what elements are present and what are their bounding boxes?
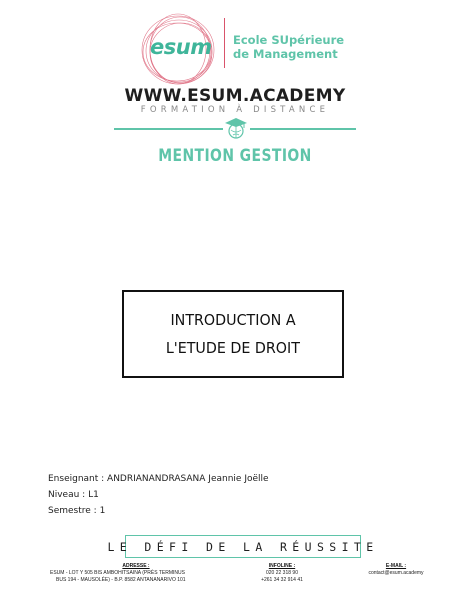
header-rule-left: [114, 128, 223, 130]
slogan-text: LE DÉFI DE LA RÉUSSITE: [107, 539, 379, 554]
mention-heading: MENTION GESTION: [158, 146, 312, 166]
footer-address-line1: ESUM - LOT Y 505 BIS AMBOHITSAINA (PRÈS TERMINUS: [50, 570, 185, 576]
footer-address-label: ADRESSE :: [122, 563, 150, 569]
course-title-line1: INTRODUCTION A: [170, 311, 296, 329]
footer-phone-label: INFOLINE :: [268, 563, 296, 569]
school-name-line1: Ecole SUpérieure: [233, 33, 345, 47]
course-title-box: [122, 290, 344, 378]
footer-email-label: E-MAIL :: [385, 563, 407, 569]
header-rule-right: [250, 128, 356, 130]
footer-phone-1: 020 22 318 90: [266, 570, 298, 576]
footer-address-line2: BUS 194 - MAUSOLÉE) - B.P. 8582 ANTANANARIVO 101: [56, 577, 186, 583]
graduation-cap-icon: [224, 115, 248, 141]
footer-phone-2: +261 34 32 914 41: [261, 577, 303, 583]
school-name-line2: de Management: [233, 47, 338, 61]
teacher-info: Enseignant : ANDRIANANDRASANA Jeannie Joëlle: [48, 474, 269, 484]
slogan-banner: [107, 535, 379, 558]
logo-divider: [224, 18, 225, 68]
website-tagline: FORMATION À DISTANCE: [140, 105, 330, 115]
website-url: WWW.ESUM.ACADEMY: [124, 86, 346, 106]
footer-email: contact@esum.academy: [368, 570, 424, 576]
course-title-line2: L'ETUDE DE DROIT: [165, 339, 301, 357]
level-info: Niveau : L1: [48, 490, 99, 500]
semester-info: Semestre : 1: [48, 506, 106, 516]
logo-wordmark: esum: [150, 35, 212, 59]
